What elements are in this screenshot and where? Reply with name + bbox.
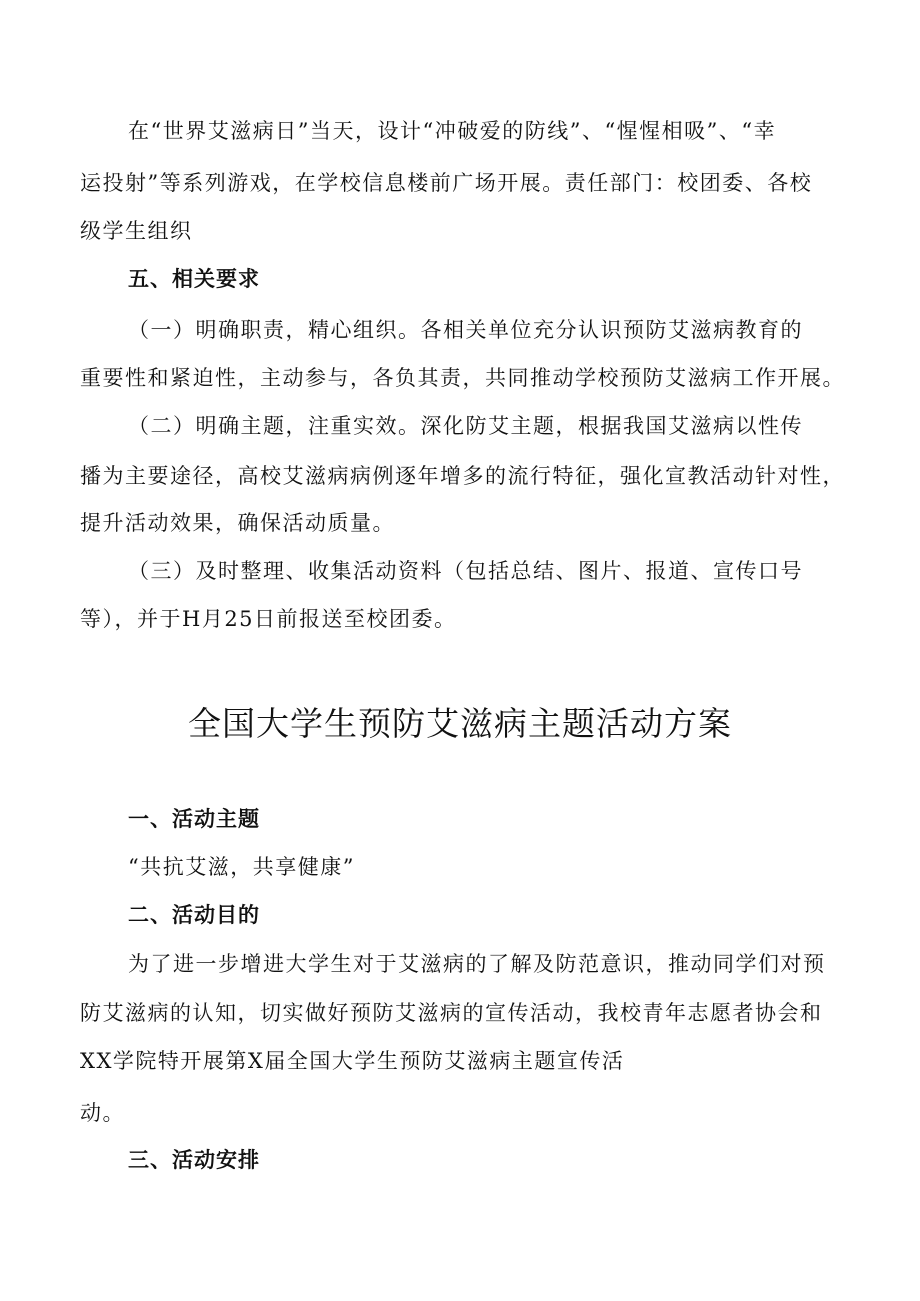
paragraph-line: 动。 (80, 1101, 125, 1125)
paragraph-line: 级学生组织 (80, 219, 193, 243)
paragraph-line: 等），并于H月25日前报送至校团委。 (80, 607, 457, 631)
paragraph-line: 为了进一步增进大学生对于艾滋病的了解及防范意识，推动同学们对预 (128, 952, 826, 976)
paragraph-line: XX学院特开展第X届全国大学生预防艾滋病主题宣传活 (80, 1049, 625, 1073)
theme-slogan: “共抗艾滋，共享健康” (128, 855, 355, 879)
paragraph-line: （三）及时整理、收集活动资料（包括总结、图片、报道、宣传口号 (128, 559, 803, 583)
section-heading: 一、活动主题 (128, 807, 260, 831)
section-heading: 三、活动安排 (128, 1148, 260, 1172)
paragraph-line: （二）明确主题，注重实效。深化防艾主题，根据我国艾滋病以性传 (128, 414, 803, 438)
paragraph-line: （一）明确职责，精心组织。各相关单位充分认识预防艾滋病教育的 (128, 318, 803, 342)
section-heading: 二、活动目的 (128, 903, 260, 927)
paragraph-line: 运投射”等系列游戏，在学校信息楼前广场开展。责任部门：校团委、各校 (80, 171, 813, 195)
paragraph-line: 播为主要途径，高校艾滋病病例逐年增多的流行特征，强化宣教活动针对性， (80, 464, 845, 488)
paragraph-line: 重要性和紧迫性，主动参与，各负其责，共同推动学校预防艾滋病工作开展。 (80, 366, 845, 390)
document-title: 全国大学生预防艾滋病主题活动方案 (188, 704, 732, 743)
paragraph-line: 防艾滋病的认知，切实做好预防艾滋病的宣传活动，我校青年志愿者协会和 (80, 1001, 823, 1025)
section-heading: 五、相关要求 (128, 267, 260, 291)
paragraph-line: 在“世界艾滋病日”当天，设计“冲破爱的防线”、“惺惺相吸”、“幸 (128, 119, 777, 143)
paragraph-line: 提升活动效果，确保活动质量。 (80, 511, 395, 535)
